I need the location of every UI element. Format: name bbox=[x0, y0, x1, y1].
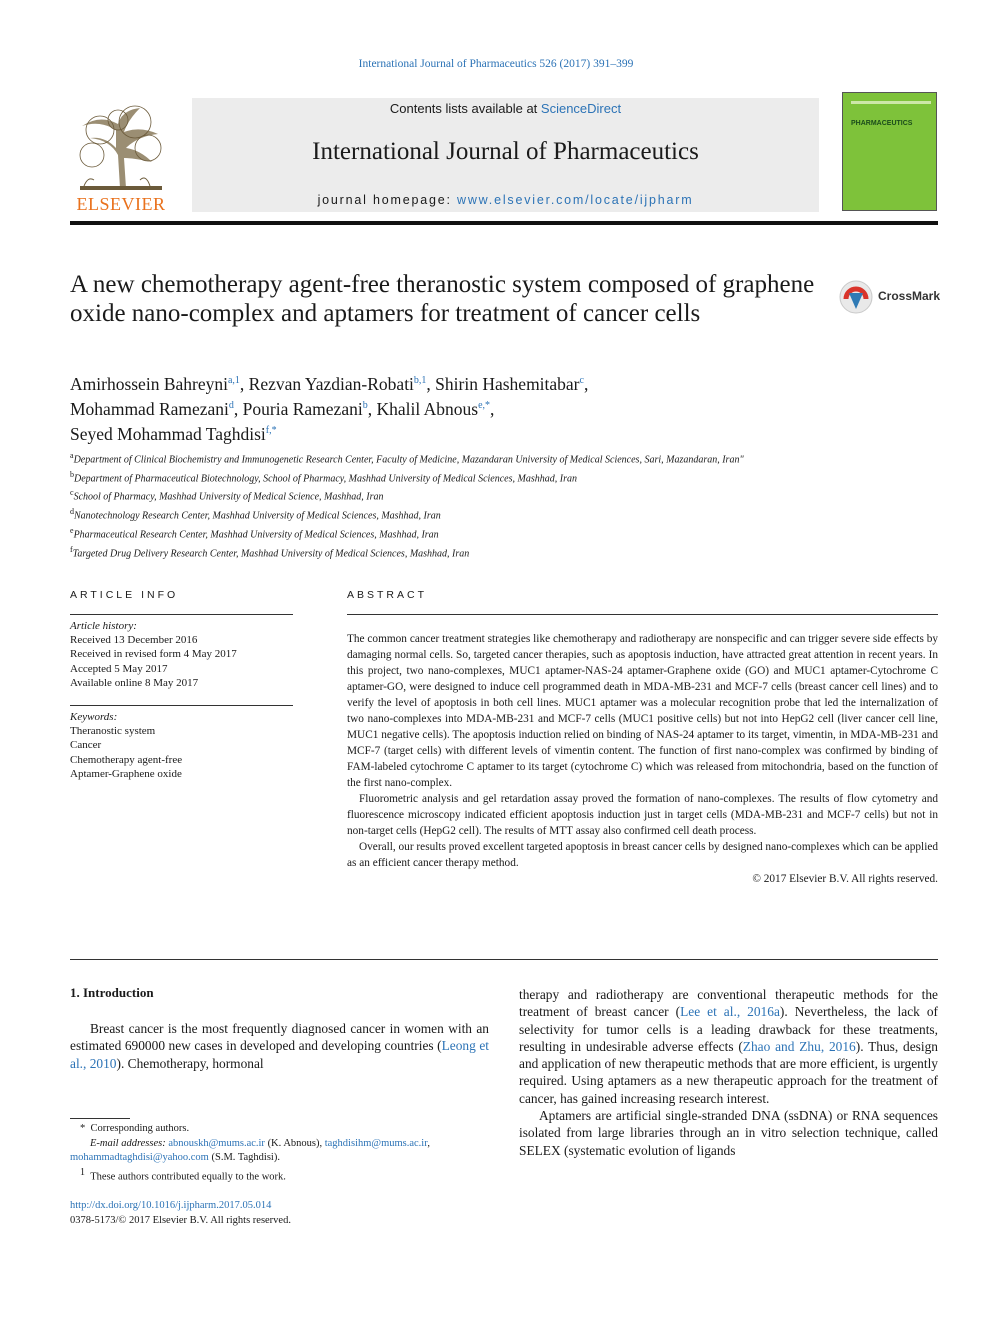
affiliation-item bbox=[70, 468, 830, 487]
intro-text: ). Chemotherapy, hormonal bbox=[116, 1055, 264, 1071]
author-affiliation-mark[interactable]: c bbox=[579, 375, 584, 386]
article-history bbox=[70, 619, 295, 690]
intro-text: therapy and radiotherapy are conventional therapeutic methods for the treatment of breast cancer ( bbox=[519, 987, 938, 1020]
keyword-item: Aptamer-Graphene oxide bbox=[70, 767, 182, 780]
footnote-rule bbox=[70, 1118, 130, 1119]
header-rule bbox=[70, 221, 938, 225]
homepage-link[interactable]: www.elsevier.com/locate/ijpharm bbox=[457, 193, 694, 207]
author-affiliation-mark[interactable]: a,1 bbox=[227, 375, 240, 386]
footnote-emails bbox=[70, 1137, 490, 1152]
affiliation-text: Department of Clinical Biochemistry and Immunogenetic Research Center, Faculty of Medicine, Mazandaran University of Medical Sciences, Sari, Mazandaran, Iran" bbox=[73, 454, 744, 466]
affiliation-key: c bbox=[70, 488, 74, 498]
keyword-item: Theranostic system bbox=[70, 725, 156, 738]
affiliation-text: Pharmaceutical Research Center, Mashhad University of Medical Sciences, Mashhad, Iran bbox=[73, 529, 439, 541]
affiliation-text: School of Pharmacy, Mashhad University of Medical Science, Mashhad, Iran bbox=[73, 491, 384, 503]
body-rule bbox=[70, 959, 938, 960]
email-owner: (K. Abnous), bbox=[264, 1137, 325, 1149]
author-separator: , bbox=[426, 373, 436, 394]
author-separator: , bbox=[583, 373, 589, 394]
crossmark-badge[interactable] bbox=[838, 279, 941, 315]
author-separator: , bbox=[239, 373, 249, 394]
asterisk-mark: * bbox=[80, 1123, 91, 1134]
author-name: Khalil Abnous bbox=[376, 398, 479, 419]
author-list bbox=[70, 370, 830, 444]
affiliation-text: Targeted Drug Delivery Research Center, Mashhad University of Medical Sciences, Mashhad, Iran bbox=[72, 548, 470, 559]
author-affiliation-mark[interactable]: b bbox=[362, 399, 368, 411]
contents-prefix: Contents lists available at bbox=[389, 101, 541, 116]
intro-text: ). Nevertheless, the lack of selectivity for tumor cells is a leading drawback for these treatments, resulting in undesirable adverse effects ( bbox=[519, 1004, 939, 1054]
history-accepted: Accepted 5 May 2017 bbox=[70, 662, 168, 675]
doi-block bbox=[70, 1199, 470, 1228]
footnotes bbox=[70, 1122, 490, 1185]
footnote-text: Corresponding authors. bbox=[90, 1123, 190, 1134]
abstract-text bbox=[347, 631, 938, 887]
author-separator: , bbox=[490, 398, 495, 419]
affiliation-text: Department of Pharmaceutical Biotechnology, School of Pharmacy, Mashhad University of Medical Sciences, Mashhad, Iran bbox=[74, 473, 577, 485]
footnote-equal: $^1$ These authors contributed equally to the work. bbox=[80, 1166, 286, 1182]
affiliation-key: d bbox=[70, 507, 74, 517]
footnote-emails-cont bbox=[70, 1151, 490, 1166]
affiliation-key: b bbox=[70, 469, 74, 479]
author-name: Mohammad Ramezani bbox=[70, 398, 229, 419]
author-name: Pouria Ramezani bbox=[242, 398, 363, 419]
footnote-corresponding bbox=[70, 1122, 490, 1137]
homepage-line bbox=[192, 193, 819, 207]
abstract-paragraph: The common cancer treatment strategies like chemotherapy and radiotherapy are nonspecific and can trigger severe side effects by damaging normal cells. So, targeted cancer therapies, such as apoptosis induction, have attracted great attention in recent years. In this project, two nano-complexes, MUC1 aptamer-NAS-24 aptamer-Graphene oxide (GO) and MUC1 aptamer-Cytochrome C aptamer-GO, were designed to induce cell programmed death in MDA-MB-231 and MCF-7 cells (breast cancer cell lines) and to verify the level of apoptosis in both cell lines. MUC1 aptamer was a molecular recognition probe that led the internalization of two nano-complexes into MDA-MB-231 and MCF-7 cells (MUC1 positive cells) but not into HepG2 cell (liver cancer cell line, MUC1 negative cells). The apoptosis induction relied on binding of NAS-24 aptamer to its target, vimentin, in MDA-MB-231 and MCF-7 (target cells) with different levels of vimentin content. The function of first nano-complex was confirmed by binding of FAM-labeled cytochrome C aptamer to its target (cytochrome C) which was released from mitochondria, based on the function of the first nano-complex. bbox=[347, 633, 938, 789]
author-affiliation-mark[interactable]: d bbox=[228, 399, 234, 411]
intro-paragraph bbox=[519, 986, 938, 1107]
history-online: Available online 8 May 2017 bbox=[70, 676, 199, 689]
cover-title: PHARMACEUTICS bbox=[851, 120, 913, 127]
affiliation-list bbox=[70, 449, 830, 561]
author-affiliation-mark[interactable]: e,* bbox=[478, 399, 491, 411]
author-affiliation-mark[interactable]: b,1 bbox=[413, 375, 427, 386]
journal-title: International Journal of Pharmaceutics bbox=[312, 138, 699, 165]
abstract-copyright: © 2017 Elsevier B.V. All rights reserved. bbox=[752, 873, 938, 885]
keyword-item: Cancer bbox=[70, 739, 102, 752]
abstract-paragraph: Overall, our results proved excellent targeted apoptosis in breast cancer cells by designed nano-complexes which can be applied as an efficient cancer therapy method. bbox=[347, 841, 938, 869]
citation-link[interactable]: Lee et al., 2016a bbox=[680, 1004, 780, 1020]
affiliation-item bbox=[70, 486, 830, 505]
author-separator: , bbox=[367, 398, 377, 419]
citation-link[interactable]: Leong et al., 2010 bbox=[70, 1038, 489, 1071]
affiliation-item bbox=[70, 543, 830, 562]
keywords-block bbox=[70, 710, 295, 781]
author-name: Shirin Hashemitabar bbox=[435, 373, 580, 394]
affiliation-item bbox=[70, 449, 830, 468]
abstract-paragraph: Fluorometric analysis and gel retardation assay proved the formation of nano-complexes. The results of flow cytometry and fluorescence microscopy indicated efficient apoptosis induction just in target cells (MDA-MB-231 and MCF-7 cells) but not in non-target cells (HepG2 cell). The results of MTT assay also confirmed cell death process. bbox=[347, 793, 938, 837]
email-owner: (S.M. Taghdisi). bbox=[208, 1152, 280, 1163]
article-title: A new chemotherapy agent-free theranostic system composed of graphene oxide nano-complex and aptamers for treatment of cancer cells bbox=[70, 271, 815, 327]
doi-link[interactable]: http://dx.doi.org/10.1016/j.ijpharm.2017.05.014 bbox=[70, 1200, 272, 1211]
email-link[interactable]: mohammadtaghdisi@yahoo.com bbox=[70, 1152, 209, 1163]
author-name: Seyed Mohammad Taghdisi bbox=[70, 423, 266, 444]
publisher-name: ELSEVIER bbox=[76, 194, 166, 214]
abstract-rule bbox=[347, 614, 938, 615]
info-rule-top bbox=[70, 614, 293, 615]
email-label: E-mail addresses: bbox=[90, 1137, 169, 1149]
journal-reference[interactable]: International Journal of Pharmaceutics 526 (2017) 391–399 bbox=[358, 58, 634, 70]
author-name: Amirhossein Bahreyni bbox=[70, 373, 228, 394]
author-name: Rezvan Yazdian-Robati bbox=[248, 373, 414, 394]
abstract-heading: ABSTRACT bbox=[347, 589, 428, 601]
crossmark-label: CrossMark bbox=[878, 289, 941, 303]
keywords-label: Keywords: bbox=[70, 711, 118, 723]
affiliation-item bbox=[70, 524, 830, 543]
crossmark-icon bbox=[838, 279, 874, 315]
email-link[interactable]: abnouskh@mums.ac.ir bbox=[168, 1137, 265, 1149]
homepage-prefix: journal homepage: bbox=[317, 193, 457, 207]
author-separator: , bbox=[233, 398, 243, 419]
history-revised: Received in revised form 4 May 2017 bbox=[70, 648, 237, 661]
email-link[interactable]: taghdisihm@mums.ac.ir bbox=[324, 1137, 428, 1149]
intro-left-column bbox=[70, 1020, 489, 1072]
sciencedirect-link[interactable]: ScienceDirect bbox=[540, 101, 622, 116]
history-label: Article history: bbox=[70, 620, 137, 632]
affiliation-key: f bbox=[70, 544, 73, 554]
issn-line: 0378-5173/© 2017 Elsevier B.V. All rights reserved. bbox=[70, 1214, 291, 1226]
section-heading-introduction: 1. Introduction bbox=[70, 985, 154, 1000]
cover-header-strip bbox=[851, 101, 931, 104]
contents-line bbox=[192, 101, 819, 116]
intro-right-column bbox=[519, 986, 938, 1159]
affiliation-key: a bbox=[70, 451, 74, 460]
article-info-heading: ARTICLE INFO bbox=[70, 589, 179, 601]
intro-text: Breast cancer is the most frequently diagnosed cancer in women with an estimated 690000 new cases in developed and developing countries ( bbox=[70, 1021, 489, 1054]
history-received: Received 13 December 2016 bbox=[70, 634, 198, 647]
keyword-item: Chemotherapy agent-free bbox=[70, 753, 183, 766]
affiliation-item bbox=[70, 505, 830, 524]
info-rule-mid bbox=[70, 705, 293, 706]
footnote-text: These authors contributed equally to the work. bbox=[90, 1171, 286, 1182]
intro-text: ). Thus, design and application of new therapeutic methods that are more efficient, is urgently required. Using aptamers as a new therapeutic approach for the treatment of cancer, has gained increasing research interest. bbox=[519, 1038, 939, 1106]
citation-link[interactable]: Zhao and Zhu, 2016 bbox=[742, 1038, 856, 1054]
intro-paragraph: Aptamers are artificial single-stranded DNA (ssDNA) or RNA sequences isolated from large libraries through an in vitro selection technique, called SELEX (systematic evolution of ligands bbox=[519, 1108, 938, 1158]
email-separator: , bbox=[427, 1137, 430, 1149]
affiliation-key: e bbox=[70, 525, 74, 535]
journal-cover-image[interactable] bbox=[842, 92, 937, 211]
author-affiliation-mark[interactable]: f,* bbox=[265, 424, 277, 436]
affiliation-text: Nanotechnology Research Center, Mashhad University of Medical Sciences, Mashhad, Iran bbox=[74, 510, 441, 522]
